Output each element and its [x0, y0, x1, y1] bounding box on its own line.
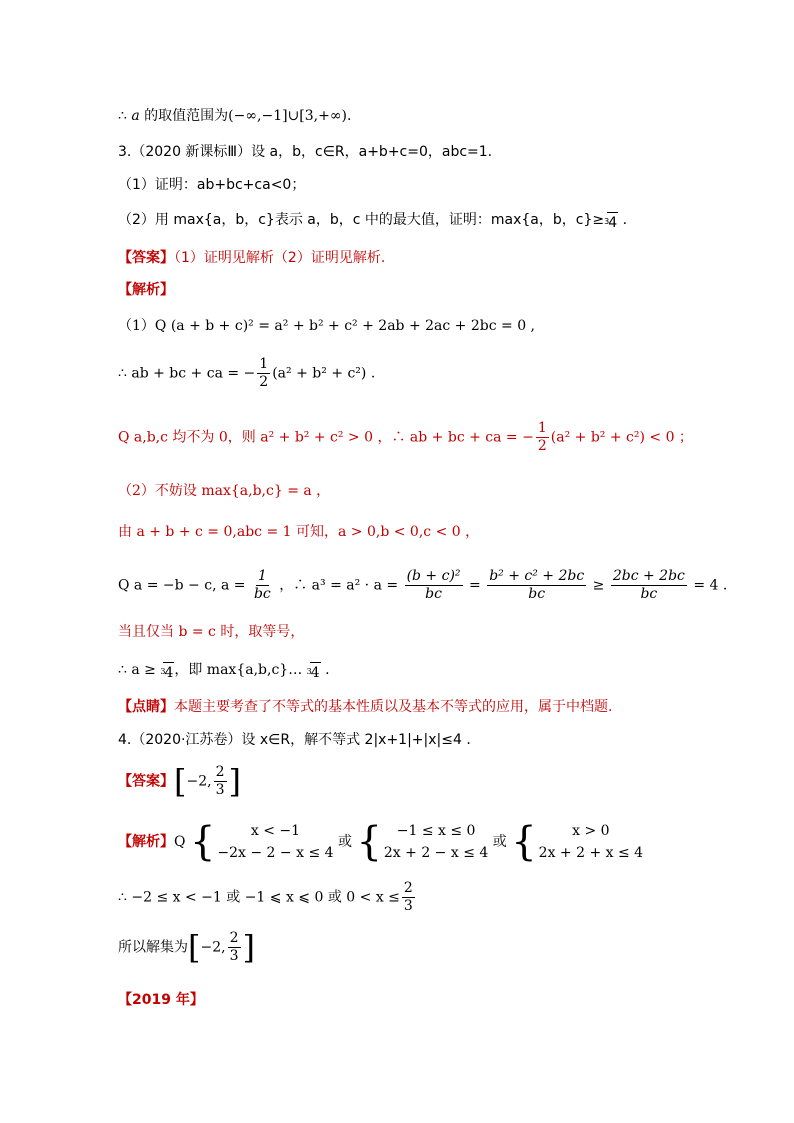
case1-row1: x < −1: [250, 823, 301, 839]
solution-set-text: 所以解集为: [118, 939, 188, 956]
denominator: 3: [403, 898, 413, 914]
step2-right: (a² + b² + c²) .: [272, 365, 376, 382]
interval-start: −2,: [200, 939, 226, 956]
analysis-tag-line: [118, 280, 174, 300]
period: .: [618, 212, 628, 228]
problem4-analysis: [118, 820, 643, 864]
equals-sign: =: [469, 577, 481, 594]
answer-line: [118, 248, 385, 268]
denominator: bc: [528, 586, 546, 602]
system-case3: { x > 0 2x + 2 + x ≤ 4: [511, 819, 644, 865]
radicand: 4: [310, 662, 321, 683]
radicand: 4: [607, 212, 618, 233]
line-range-conclusion: [118, 106, 351, 126]
problem3-heading: 3.（2020 新课标Ⅲ）设 a，b，c∈R，a+b+c=0，abc=1.: [118, 144, 493, 160]
numerator: 1: [537, 420, 547, 436]
fraction-sum-squares: [487, 568, 586, 603]
denominator: bc: [640, 586, 658, 602]
solution-step5: 由 a + b + c = 0,abc = 1 可知，a > 0,b < 0,c < 0 ，: [118, 524, 480, 540]
step8-a: ∴ a ≥: [118, 662, 161, 678]
fraction-two-thirds: [214, 764, 227, 799]
fraction-4bc: [611, 568, 687, 603]
problem4-step2: [118, 880, 417, 915]
solution-step3: [118, 420, 693, 455]
step3-right: (a² + b² + c²) < 0 ；: [550, 429, 693, 446]
step6-a: Q a = −b − c, a =: [118, 577, 246, 594]
case1-row2: −2x − 2 − x ≤ 4: [217, 845, 334, 861]
left-bracket: [: [174, 762, 187, 801]
case3-row1: x > 0: [572, 823, 610, 839]
case3-row2: 2x + 2 + x ≤ 4: [538, 845, 644, 861]
fraction-two-thirds: [402, 880, 415, 915]
case2-row1: −1 ≤ x ≤ 0: [396, 823, 476, 839]
denominator: bc: [425, 586, 442, 602]
case2-row2: 2x + 2 − x ≤ 4: [383, 845, 489, 861]
period: .: [320, 662, 330, 678]
answer-tag: 【答案】: [118, 250, 174, 266]
fraction-one-half: [257, 356, 270, 391]
cube-root-4: 3 4: [307, 662, 321, 683]
fraction-two-thirds: [228, 930, 241, 965]
interval-start: −2,: [186, 773, 212, 790]
problem4-heading: 4.（2020·江苏卷）设 x∈R，解不等式 2|x+1|+|x|≤4 .: [118, 732, 471, 748]
comment-tag: 【点睛】: [118, 699, 174, 715]
numerator: b² + c² + 2bc: [489, 568, 585, 584]
denominator: 3: [215, 782, 225, 798]
numerator: 2: [229, 930, 239, 946]
analysis-tag: 【解析】: [118, 834, 174, 850]
system-case2: { −1 ≤ x ≤ 0 2x + 2 − x ≤ 4: [356, 819, 489, 865]
range-text: 的取值范围为: [139, 108, 229, 124]
year-heading: [118, 990, 204, 1010]
comment-line: [118, 697, 612, 717]
problem3-question2: [118, 210, 627, 233]
system-case1: { x < −1 −2x − 2 − x ≤ 4: [189, 819, 334, 865]
numerator: 2bc + 2bc: [612, 568, 685, 584]
denominator: 2: [537, 438, 547, 454]
fraction-1-over-bc: [252, 568, 273, 603]
solution-step6: [118, 568, 727, 603]
cube-root-4: 3 4: [160, 662, 174, 683]
radicand: 4: [163, 662, 174, 683]
denominator: 2: [259, 374, 269, 390]
geq-sign: ≥: [592, 577, 605, 594]
solution-step2: [118, 356, 375, 391]
question2-text: （2）用 max{a，b，c}表示 a，b，c 中的最大值，证明：max{a，b，c}≥: [118, 212, 605, 228]
answer-text: （1）证明见解析（2）证明见解析.: [174, 250, 386, 266]
numerator: 1: [257, 568, 267, 584]
step2-left: ∴ ab + bc + ca = −: [118, 365, 256, 382]
denominator: bc: [253, 586, 271, 602]
year-tag: 【2019 年】: [118, 992, 204, 1008]
problem3-question1: （1）证明：ab+bc+ca<0；: [118, 177, 306, 193]
step6-b: ，∴ a³ = a² · a =: [279, 577, 399, 594]
numerator: 2: [215, 764, 225, 780]
denominator: 3: [229, 948, 239, 964]
or-word: 或: [337, 834, 352, 850]
or-word: 或: [492, 834, 507, 850]
range-interval: (−∞,−1]∪[3,+∞): [228, 108, 347, 124]
analysis-tag: 【解析】: [118, 282, 174, 298]
var-a: a: [131, 108, 140, 124]
because-symbol: Q: [174, 834, 186, 850]
step8-b: ，即 max{a,b,c}…: [174, 662, 307, 678]
numerator: 2: [403, 880, 413, 896]
comment-text: 本题主要考查了不等式的基本性质以及基本不等式的应用，属于中档题.: [174, 699, 613, 715]
fraction-one-half: [536, 420, 549, 455]
period: .: [346, 108, 352, 124]
right-bracket: ]: [228, 762, 241, 801]
therefore-symbol: ∴: [118, 108, 132, 124]
right-bracket: ]: [242, 928, 255, 967]
step6-end: = 4 .: [693, 577, 728, 594]
solution-step1: （1）Q (a + b + c)² = a² + b² + c² + 2ab + 2ac + 2bc = 0 ,: [118, 318, 536, 334]
solution-step8: [118, 660, 330, 683]
cube-root-4: 3 4: [604, 212, 618, 233]
solution-step7: 当且仅当 b = c 时，取等号，: [118, 624, 305, 640]
step-text: ∴ −2 ≤ x < −1 或 −1 ⩽ x ⩽ 0 或 0 < x ≤: [118, 889, 400, 906]
problem4-answer: [118, 764, 241, 799]
step3-left: Q a,b,c 均不为 0，则 a² + b² + c² > 0 ，∴ ab + bc + ca = −: [118, 429, 534, 446]
solution-step4: （2）不妨设 max{a,b,c} = a ，: [118, 483, 331, 499]
problem4-step3: [118, 930, 255, 965]
left-bracket: [: [188, 928, 201, 967]
numerator: (b + c)²: [406, 568, 461, 584]
fraction-b-plus-c-squared: [405, 568, 463, 603]
answer-tag: 【答案】: [118, 773, 174, 790]
numerator: 1: [259, 356, 269, 372]
